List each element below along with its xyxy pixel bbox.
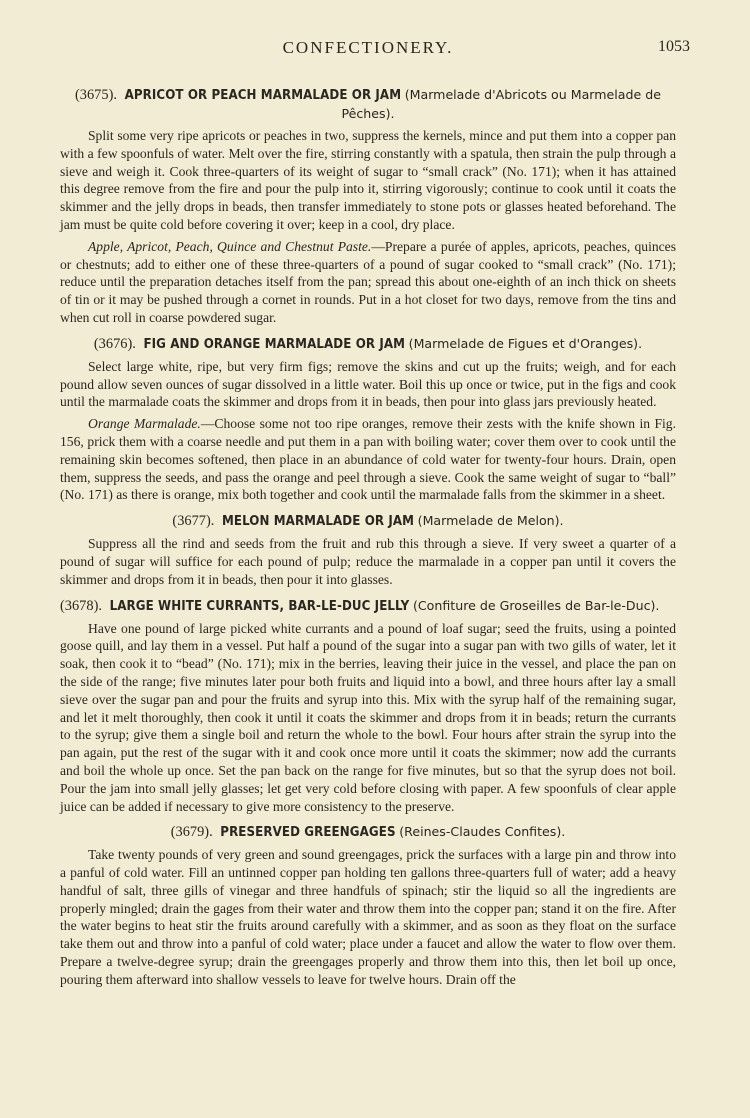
recipe-heading bbox=[60, 86, 676, 123]
recipe-3675 bbox=[60, 86, 676, 327]
page-number: 1053 bbox=[658, 38, 690, 55]
recipe-number: (3679). bbox=[170, 824, 213, 841]
recipe-paragraph: Split some very ripe apricots or peaches in two, suppress the kernels, mince and put them into a copper pan with a few spoonfuls of water. Melt over the fire, stirring constantly with a spatula, then strain the pulp through a sieve and weigh it. Cook three-quarters of its weight of sugar to “small crack” (No. 171); when it has attained this degree remove from the fire and pour the pulp into it, stirring vigorously; continue to cook until it coats the skimmer and the jelly drops in beads, then transfer immediately to stone pots or glasses heated beforehand. The jam must be quite cold before covering it over; keep in a cool, dry place. bbox=[60, 128, 676, 232]
recipe-number: (3676). bbox=[93, 335, 136, 352]
recipe-french-title: (Reines-Claudes Confites). bbox=[399, 824, 566, 840]
recipe-french-title: (Confiture de Groseilles de Bar-le-Duc). bbox=[412, 597, 660, 613]
recipe-french-title: (Marmelade d'Abricots ou Marmelade de Pêches). bbox=[341, 87, 661, 121]
recipe-heading bbox=[60, 335, 676, 354]
variant-title: Orange Marmalade. bbox=[88, 416, 201, 432]
variant-title: Apple, Apricot, Peach, Quince and Chestnut Paste. bbox=[88, 238, 372, 254]
recipe-title: LARGE WHITE CURRANTS, BAR-LE-DUC JELLY bbox=[109, 598, 410, 614]
recipe-heading bbox=[60, 597, 676, 616]
recipe-3677 bbox=[60, 512, 676, 588]
variant-paragraph bbox=[60, 238, 676, 327]
variant-text: —Choose some not too ripe oranges, remove their zests with the knife shown in Fig. 156, prick them with a coarse needle and put them in a pan with boiling water; cover them over to cook until the remaining skin becomes softened, then place in an abundance of cold water for twenty-four hours. Drain, open them, suppress the seeds, and pass the orange and peel through a sieve. Cook the same weight of sugar to “ball” (No. 171) as there is orange, mix both together and cook until the marmalade falls from the skimmer in a sheet. bbox=[60, 416, 676, 503]
recipe-number: (3677). bbox=[172, 513, 215, 530]
recipe-3679 bbox=[60, 823, 676, 988]
recipe-number: (3678). bbox=[60, 597, 102, 614]
recipe-french-title: (Marmelade de Melon). bbox=[417, 513, 564, 529]
recipe-paragraph: Suppress all the rind and seeds from the fruit and rub this through a sieve. If very sweet a quarter of a pound of sugar will suffice for each pound of pulp; reduce the marmalade in a copper pan until it covers the skimmer and drops from it in beads, then pour it into glasses. bbox=[60, 536, 676, 587]
recipe-3678 bbox=[60, 597, 676, 816]
recipe-title: PRESERVED GREENGAGES bbox=[220, 825, 396, 841]
recipe-heading bbox=[60, 823, 676, 842]
recipe-title: FIG AND ORANGE MARMALADE OR JAM bbox=[143, 336, 406, 352]
variant-paragraph bbox=[60, 415, 676, 504]
running-header bbox=[60, 38, 690, 64]
recipe-3676 bbox=[60, 335, 676, 504]
recipe-paragraph: Take twenty pounds of very green and sound greengages, prick the surfaces with a large pin and throw into a panful of cold water. Fill an untinned copper pan holding ten gallons three-quarters full of water; add a heavy handful of salt, three gills of vinegar and three handfuls of spinach; stir the liquid so all the ingredients are properly mingled; drain the gages from their water and throw them into the copper pan; stand it on the fire. After the water begins to heat stir the fruits around carefully with a skimmer, and as soon as they float on the surface take them out and throw into a panful of cold water; place under a faucet and allow the water to flow over them. Prepare a twelve-degree syrup; drain the greengages properly and throw them into this, then let boil up once, pouring them afterward into shallow vessels to leave for twelve hours. Drain off the bbox=[60, 847, 676, 987]
recipe-title: APRICOT OR PEACH MARMALADE OR JAM bbox=[124, 88, 402, 103]
recipe-title: MELON MARMALADE OR JAM bbox=[222, 514, 415, 530]
recipe-number: (3675). bbox=[75, 87, 117, 103]
variant-text: —Prepare a purée of apples, apricots, peaches, quinces or chestnuts; add to either one of these three-quarters of a pound of sugar cooked to “small crack” (No. 171); reduce until the preparation detaches itself from the pan; spread this about one-eighth of an inch thick on sheets of tin or it may be pushed through a cornet in rounds. Put in a hot closet for two days, remove from the tins and when cut roll in coarse powdered sugar. bbox=[60, 238, 677, 325]
recipe-paragraph: Have one pound of large picked white currants and a pound of loaf sugar; seed the fruits, using a pointed goose quill, and lay them in a vessel. Put half a pound of the sugar into a sugar pan with two gills of water, let it soak, then cook it to “bead” (No. 171); mix in the berries, leaving their juice in the vessel, and place the pan on the side of the range; five minutes later pour both fruits and liquid into a bowl, and three hours after lay a small sieve over the sugar pan and pour the fruits and syrup into this. Mix with the syrup half of the remaining sugar, and let it melt thoroughly, then cook it until it coats the skimmer and drops from it in beads; return the currants to the syrup; give them a single boil and return the whole to the bowl. Four hours after strain the syrup into the pan again, put the rest of the sugar with it and cook once more until it coats the skimmer; now add the currants and boil the whole up once. Set the pan back on the range for five minutes, but so that the syrup does not boil. Pour the jam into small jelly glasses; let get very cold before closing with paper. A few spoonfuls of clear apple juice can be added if necessary to give more consistency to the preserve. bbox=[60, 620, 676, 814]
running-title: CONFECTIONERY. bbox=[282, 38, 454, 57]
recipe-french-title: (Marmelade de Figues et d'Oranges). bbox=[408, 335, 643, 351]
recipe-paragraph: Select large white, ripe, but very firm figs; remove the skins and cut up the fruits; weigh, and for each pound allow seven ounces of sugar dissolved in a little water. Boil this up once or twice, put in the figs and cook until the marmalade coats the skimmer and drops from it in beads, then pour into glass jars previously heated. bbox=[60, 358, 676, 410]
recipe-heading bbox=[60, 512, 676, 531]
